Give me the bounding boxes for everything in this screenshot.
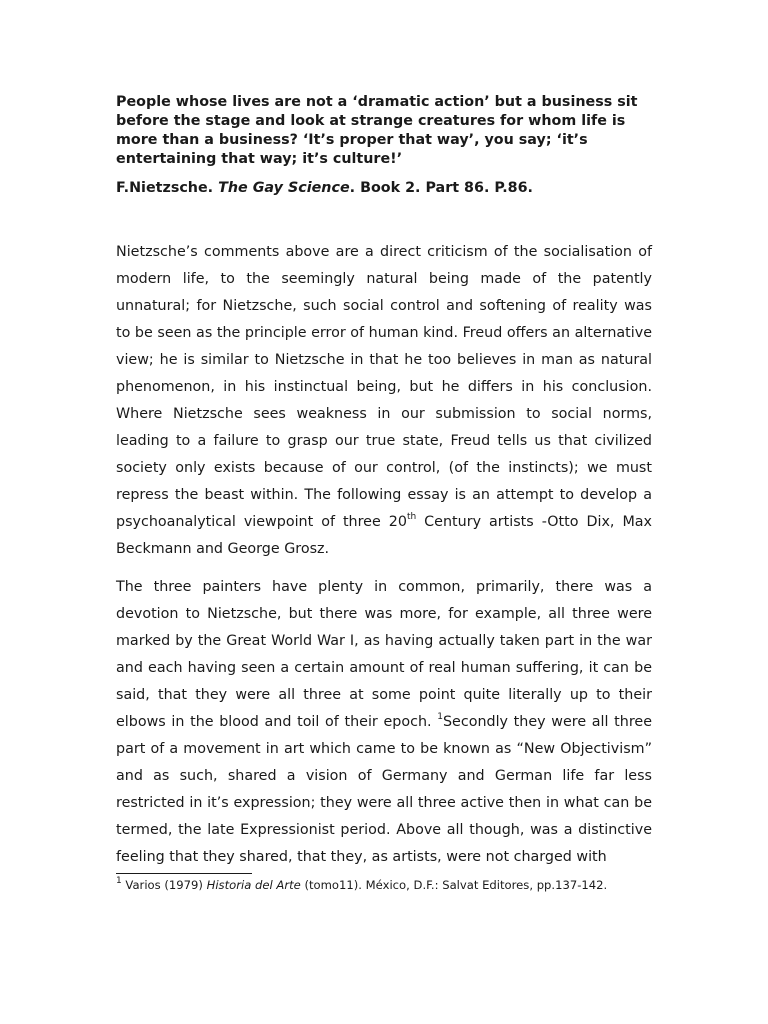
footnote-number: 1 [116,876,122,887]
paragraph-1-text-end: Century artists -Otto Dix, Max Beckmann and George Grosz. [116,514,652,557]
footnote [116,877,652,893]
footnote-details: (tomo11). México, D.F.: Salvat Editores, pp.137-142. [300,878,608,892]
paragraph-1-text: Nietzsche’s comments above are a direct criticism of the socialisation of modern life, to the seemingly natural being made of the patently unnatural; for Nietzsche, such social control and softening of reality was to be seen as the principle error of human kind. Freud offers an alternative view; he is similar to Nietzsche in that he too believes in man as natural phenomenon, in his instinctual being, but he differs in his conclusion. Where Nietzsche sees weakness in our submission to social norms, leading to a failure to grasp our true state, Freud tells us that civilized society only exists because of our control, (of the instincts); we must repress the beast within. The following essay is an attempt to develop a psychoanalytical viewpoint of three 20 [116,244,652,530]
epigraph-quote: People whose lives are not a ‘dramatic action’ but a business sit before the stage and look at strange creatures for whom life is more than a business? ‘It’s proper that way’, you say; ‘it’s entertaining that way; it’s culture!’ [116,94,638,167]
footnote-title: Historia del Arte [206,878,301,892]
superscript-th: th [406,512,417,523]
footnote-lead: Varios (1979) [121,878,207,892]
citation-title: The Gay Science [218,180,350,196]
citation-author: F.Nietzsche. [116,180,219,196]
citation-details: . Book 2. Part 86. P.86. [349,180,533,196]
epigraph-citation [116,179,652,198]
footnote-reference[interactable]: 1 [437,712,443,723]
body-paragraph-1 [116,239,652,563]
document-page [116,93,652,893]
body-paragraph-2 [116,574,652,871]
footnote-separator [116,873,252,874]
paragraph-2-text-end: Secondly they were all three part of a movement in art which came to be known as “New Objectivism” and as such, shared a vision of Germany and German life far less restricted in it’s expression; they were all three active then in what can be termed, the late Expressionist period. Above all though, was a distinctive feeling that they shared, that they, as artists, were not charged with [116,714,652,865]
paragraph-2-text: The three painters have plenty in common, primarily, there was a devotion to Nietzsche, but there was more, for example, all three were marked by the Great World War I, as having actually taken part in the war and each having seen a certain amount of real human suffering, it can be said, that they were all three at some point quite literally up to their elbows in the blood and toil of their epoch. [116,579,652,730]
